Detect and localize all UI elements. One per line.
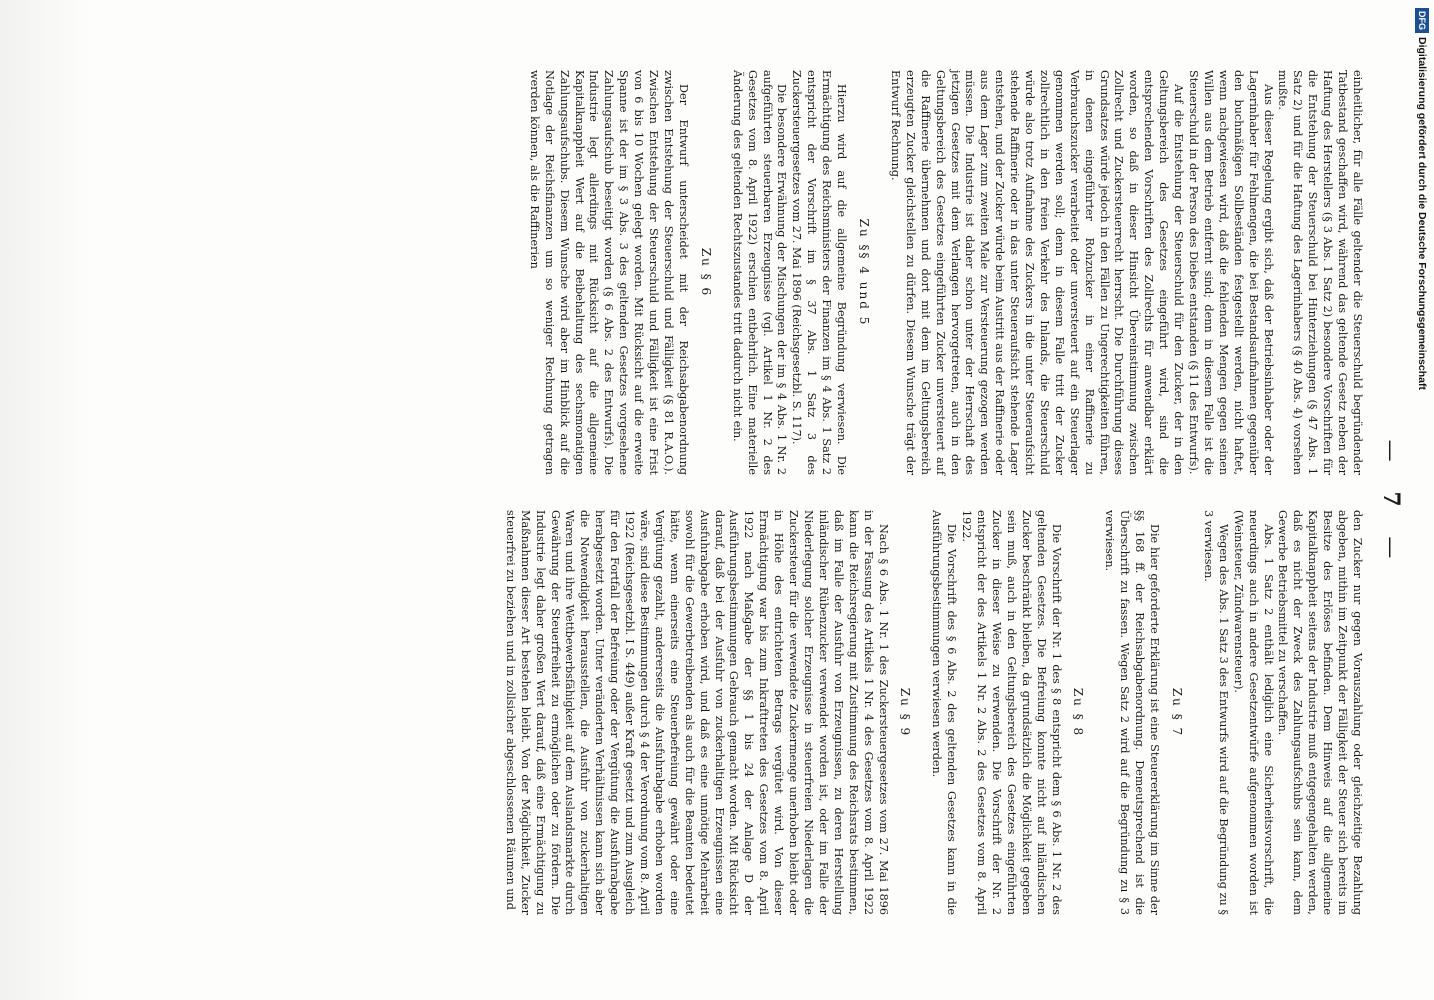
dfg-credit-text: Digitalisierung gefördert durch die Deutsche Forschungsgemeinschaft	[1416, 37, 1428, 390]
paragraph: Aus dieser Regelung ergibt sich, daß der Betriebsinhaber oder der Lagerinhaber für Fehlmengen, die bei Bestandsaufnahmen gegenüber den buchmäßigen Sollbeständen festgestellt werden, nicht haftet, wenn nachgewiesen wird, daß die fehlenden Mengen gegen seinen Willen aus dem Betrieb entfernt sind; denn in diesem Falle ist die Steuerschuld in der Person des Diebes entstanden (§ 11 des Entwurfs).	[1187, 70, 1275, 475]
paragraph: Die Vorschrift der Nr. 1 des § 8 entspricht dem § 6 Abs. 1 Nr. 2 des geltenden Gesetzes. Die Befreiung konnte nicht auf inländischen Zucker beschränkt bleiben, da grundsätzlich die Möglichkeit gegeben sein muß, auch in den Geltungsbereich des Gesetzes eingeführten Zucker in dieser Weise zu verwenden. Die Vorschrift der Nr. 2 entspricht der des Artikels 1 Nr. 2 Abs. 2 des Gesetzes vom 8. April 1922.	[960, 510, 1063, 915]
header-dash-right: —	[1378, 536, 1403, 561]
paragraph: Die besondere Erwähnung der Mischungen der im § 4 Abs. 1 Nr. 2 aufgeführten steuerbaren Erzeugnisse (vgl. Artikel 1 Nr. 2 des Gesetzes vom 8. April 1922) erschien entbehrlich. Eine materielle Änderung des geltenden Rechtszustandes tritt dadurch nicht ein.	[730, 70, 789, 475]
text-column-right	[502, 510, 1364, 915]
section-heading: Zu § 9	[898, 687, 913, 738]
section-heading: Zu § 7	[1170, 687, 1185, 738]
dfg-logo: DFG	[1415, 8, 1429, 33]
section-heading: Zu § 8	[1071, 687, 1086, 738]
paragraph: den Zucker nur gegen Vorauszahlung oder gleichzeitige Bezahlung abgeben, mithin im Zeitpunkt der Fälligkeit der Steuer sich bereits im Besitze des Erlöses befinden. Dem Hinweis auf die allgemeine Kapitalknappheit seitens der Industrie muß entgegengehalten werden, daß es nicht der Zweck des Zahlungsaufschubs sein kann, dem Gewerbe Betriebsmittel zu verschaffen.	[1276, 510, 1364, 915]
paragraph: Wegen des Abs. 1 Satz 3 des Entwurfs wird auf die Begründung zu § 3 verwiesen.	[1201, 510, 1230, 915]
paragraph: Abs. 1 Satz 2 enthält lediglich eine Sicherheitsvorschrift, die neuerdings auch in andere Gesetzentwürfe aufgenommen worden ist (Weinsteuer, Zündwarensteuer).	[1231, 510, 1275, 915]
dfg-credit	[1414, 8, 1430, 393]
section-heading: Zu § 6	[698, 247, 713, 298]
header-dash-left: —	[1378, 439, 1403, 464]
paragraph: Die Vorschrift des § 6 Abs. 2 des geltenden Gesetzes kann in die Ausführungsbestimmungen verwiesen werden.	[930, 510, 959, 915]
paragraph: Die hier geforderte Erklärung ist eine Steuererklärung im Sinne der §§ 168 ff. der Reichsabgabenordnung. Demeutsprechend ist die Überschrift zu fassen. Wegen Satz 2 wird auf die Begründung zu § 3 verwiesen.	[1103, 510, 1162, 915]
paragraph: einheitlicher, für alle Fälle geltender die Steuerschuld begründender Tatbestand geschaffen wird, während das geltende Gesetz neben der Haftung des Herstellers (§ 3 Abs. 1 Satz 2) besondere Vorschriften für die Entstehung der Steuerschuld bei Hinterziehungen (§ 47 Abs. 1 Satz 2) und für die Haftung des Lagerinhabers (§ 40 Abs. 4) vorsehen mußte.	[1276, 70, 1364, 475]
section-heading: Zu §§ 4 und 5	[857, 218, 871, 327]
paragraph: Der Entwurf unterscheidet mit der Reichsabgabenordnung zwischen Entstehung der Steuerschuld und Fälligkeit (§ 81 R.A.O.). Zwischen Entstehung der Steuerschuld und Fälligkeit ist eine Frist von 6 bis 10 Wochen gelegt worden. Mit Rücksicht auf die erweite Spanne ist der im § 3 Abs. 3 des geltenden Gesetzes vorgesehene Zahlungsaufschub beseitigt worden (§ 6 Abs. 2 des Entwurfs). Die Industrie legt allerdings mit Rücksicht auf die allgemeine Kapitalknappheit Wert auf die Beibehaltung des sechsmonatigen Zahlungsaufschubs. Diesem Wunsche wird aber im Hinblick auf die Notlage der Reichsfinanzen um so weniger Rechnung getragen werden können, als die Raffinerien	[527, 70, 690, 475]
page-header	[1364, 70, 1404, 930]
rotated-page-content	[124, 70, 1404, 930]
paragraph: Auf die Entstehung der Steuerschuld für den Zucker, der in den Geltungsbereich des Gesetzes eingeführt wird, sind die entsprechenden Vorschriften des Zollrechts für anwendbar erklärt worden, so daß in dieser Hinsicht Übereinstimmung zwischen Zollrecht und Zuckersteuerrecht herrscht. Die Durchführung dieses Grundsatzes würde jedoch in den Fällen zu Ungerechtigkeiten führen, in denen eingeführter Rohzucker in einer Raffinerie zu Verbrauchszucker verarbeitet oder unversteuert auf ein Steuerlager genommen werden soll; denn in diesem Falle tritt der Zucker zollrechtlich in den freien Verkehr des Inlands, die Steuerschuld würde also trotz Aufnahme des Zuckers in die unter Steueraufsicht stehende Raffinerie oder in das unter Steueraufsicht stehende Lager entstehen, und der Zucker würde beim Austritt aus der Raffinerie oder aus dem Lager zum zweiten Male zur Versteuerung gezogen werden müssen. Die Industrie ist daher schon unter der Herrschaft des jetzigen Gesetzes mit dem Verlangen hervorgetreten, auch in den Geltungsbereich des Gesetzes eingeführten Zucker unversteuert auf die Raffinerie übernehmen und dort mit dem im Geltungsbereich erzeugten Zucker gleichstellen zu dürfen. Diesem Wunsche trägt der Entwurf Rechnung.	[888, 70, 1186, 475]
text-column-left	[526, 70, 1364, 475]
page-number: 7	[1378, 491, 1404, 509]
scan-edge-shadow	[0, 0, 90, 1000]
paragraph: Nach § 6 Abs. 1 Nr. 1 des Zuckersteuergesetzes vom 27. Mai 1896 in der Fassung des Artikels 1 Nr. 4 des Gesetzes vom 8. April 1922 kann die Reichsregierung mit Zustimmung des Reichsrats bestimmen, daß im Falle der Ausfuhr von Erzeugnissen, zu deren Herstellung inländischer Rübenzucker verwendet worden ist, oder im Falle der Niederlegung solcher Erzeugnisse in steuerfreien Niederlagen die Zuckersteuer für die verwendete Zuckermenge unerhoben bleibt oder in Höhe des entrichteten Betrags vergütet wird. Von dieser Ermächtigung war bis zum Inkrafttreten des Gesetzes vom 8. April 1922 nach Maßgabe der §§ 1 bis 24 der Anlage D der Ausführungsbestimmungen Gebrauch gemacht worden. Mit Rücksicht darauf, daß bei der Ausfuhr von zuckerhaltigen Erzeugnissen eine Ausfuhrabgabe erhoben wird, und daß es eine unnötige Mehrarbeit sowohl für die Gewerbetreibenden als auch für die Beamten bedeutet hätte, wenn einerseits eine Steuerbefreiung gewährt oder eine Vergütung gezahlt, andererseits die Ausfuhrabgabe erhoben worden wäre, sind diese Bestimmungen durch § 4 der Verordnung vom 8. April 1922 (Reichsgesetzbl. I S. 449) außer Kraft gesetzt und zum Ausgleich für den Fortfall der Befreiung oder der Vergütung die Ausfuhrabgabe herabgesetzt worden. Unter veränderten Verhältnissen kann sich aber die Notwendigkeit herausstellen, die Ausfuhr von zuckerhaltigen Waren und ihre Wettbewerbsfähigkeit auf dem Auslandsmarkte durch Gewährung der Steuerfreiheit zu ermöglichen oder zu fördern. Die Industrie legt daher großen Wert darauf, daß eine Ermächtigung zu Maßnahmen dieser Art bestehen bleibt. Von der Möglichkeit, Zucker steuerfrei zu beziehen und in zollsicher abgeschlossenen Räumen und	[503, 510, 890, 915]
paragraph: Hierzu wird auf die allgemeine Begründung verwiesen. Die Ermächtigung des Reichsministers der Finanzen im § 4 Abs. 1 Satz 2 entspricht der Vorschrift im § 37 Abs. 1 Satz 3 des Zuckersteuergesetzes vom 27. Mai 1896 (Reichsgesetzbl. S. 117).	[790, 70, 849, 475]
